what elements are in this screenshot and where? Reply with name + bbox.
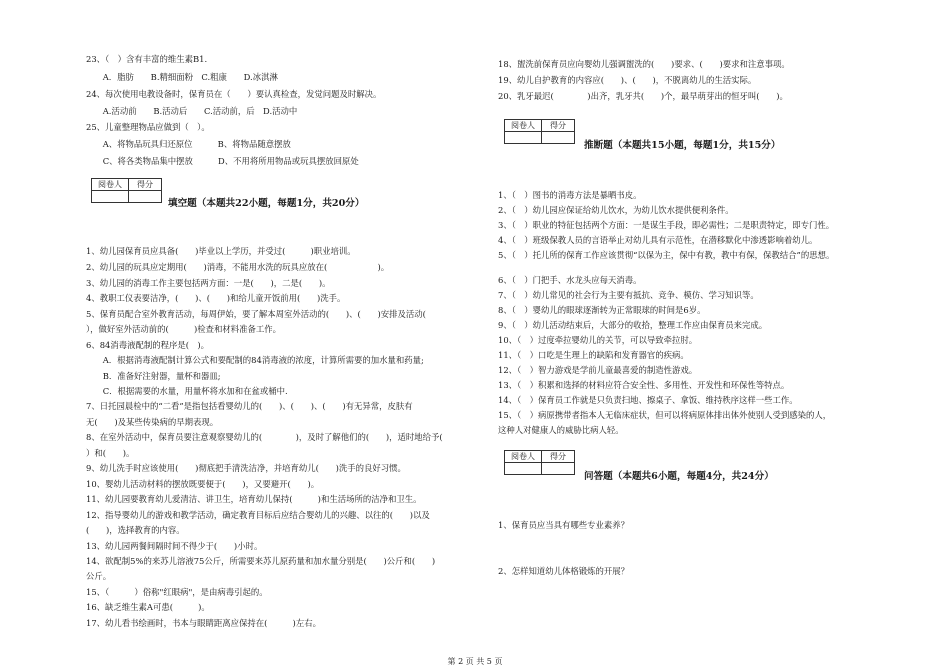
text-line: 14、欲配制5%的来苏儿溶液75公斤，所需要来苏儿原药量和加水量分别是( )公斤和( ) <box>86 556 436 566</box>
text-line: C、将各类物品集中摆放 D、不用将所用物品或玩具摆放回原处 <box>86 156 359 166</box>
score-box <box>91 178 162 203</box>
text-line: 4、教职工仪表要洁净，( )、( )和给儿童开饭前用( )洗手。 <box>86 293 346 303</box>
score-box <box>504 119 575 144</box>
text-line: 这种人对健康人的威胁比病人轻。 <box>498 425 624 435</box>
text-line: 1、（ ）图书的消毒方法是暴晒书皮。 <box>498 190 642 200</box>
text-line: 无( )及某些传染病的早期表现。 <box>86 417 219 427</box>
text-line: 2、幼儿园的玩具应定期用( )消毒，不能用水洗的玩具应放在( )。 <box>86 262 390 272</box>
text-line: 4、（ ）班级保教人员的言语举止对幼儿具有示范性，在潜移默化中渗透影响着幼儿。 <box>498 235 818 245</box>
text-line: 15、（ ）病原携带者指本人无临床症状，但可以将病原体排出体外使别人受到感染的人， <box>498 410 832 420</box>
text-line: 3、幼儿园的消毒工作主要包括两方面：一是( )，二是( )。 <box>86 278 331 288</box>
text-line: 5、保育员配合室外教育活动，每周伊始，要了解本周室外活动的( )、( )安排及活动( <box>86 309 426 319</box>
text-line: 17、幼儿看书绘画时，书本与眼睛距离应保持在( )左右。 <box>86 618 321 628</box>
score-header-score: 得分 <box>129 179 162 191</box>
score-header-grader: 阅卷人 <box>92 179 129 191</box>
text-line: ），做好室外活动前的( )检查和材料准备工作。 <box>86 324 281 334</box>
text-line: 8、在室外活动中，保育员要注意观察婴幼儿的( )，及时了解他们的( )，适时地给予( <box>86 432 443 442</box>
text-line: 3、（ ）职业的特征包括两个方面：一是谋生手段，即必需性；二是职责特定，即专门性。 <box>498 220 835 230</box>
text-line: 23、（ ）含有丰富的维生素B1. <box>86 54 208 64</box>
text-line: 13、（ ）积累和选择的材料应符合安全性、多用性、开发性和环保性等特点。 <box>498 380 790 390</box>
text-line: A．脂肪 B.精细面粉 C.粗康 D.冰淇淋 <box>86 72 278 82</box>
text-line: 19、幼儿自护教育的内容应( )、( )，不脱离幼儿的生活实际。 <box>498 75 757 85</box>
text-line: A、将物品玩具归还原位 B、将物品随意摆放 <box>86 139 291 149</box>
text-line: 12、（ ）智力游戏是学前儿童最喜爱的制造性游戏。 <box>498 365 698 375</box>
text-line: 7、（ ）幼儿常见的社会行为主要有抵抗、竞争、模仿、学习知识等。 <box>498 290 759 300</box>
text-line: 5、（ ）托儿所的保育工作应该贯彻“以保为主，保中有教，教中有保，保教结合”的思想。 <box>498 250 835 260</box>
text-line: 15、（ ）俗称"红眼病"，是由病毒引起的。 <box>86 587 268 597</box>
text-line: ( )，选择教育的内容。 <box>86 525 185 535</box>
text-line: 9、（ ）幼儿活动结束后，大部分的收拾，整理工作应由保育员来完成。 <box>498 320 768 330</box>
text-line: 11、（ ）口吃是生理上的缺陷和发育器官的疾病。 <box>498 350 689 360</box>
score-header-score: 得分 <box>542 451 575 463</box>
text-line: C．根据需要的水量，用量杯将水加和在盆或桶中. <box>86 386 288 396</box>
score-header-score: 得分 <box>542 120 575 132</box>
text-line: 6、84消毒液配制的程序是( )。 <box>86 340 210 350</box>
score-header-grader: 阅卷人 <box>505 451 542 463</box>
section-title: 填空题（本题共22小题，每题1分，共20分） <box>168 198 365 209</box>
text-line: 25、儿童整理物品应做到（ ）。 <box>86 122 210 132</box>
text-line: 16、缺乏维生素A可患( )。 <box>86 602 210 612</box>
text-line: 24、每次使用电教设备时，保育员在（ ）要认真检查，发觉问题及时解决。 <box>86 89 382 99</box>
text-line: 10、（ ）过度牵拉婴幼儿的关节，可以导致牵拉肘。 <box>498 335 698 345</box>
text-line: A．根据消毒液配制计算公式和要配制的84消毒液的浓度，计算所需要的加水量和药量; <box>86 355 424 365</box>
page-number: 第 2 页 共 5 页 <box>447 657 503 666</box>
text-line: B．准备好注射器，量杯和器皿; <box>86 371 221 381</box>
text-line: 20、乳牙最迟( )出齐，乳牙共( )个，最早萌芽出的恒牙叫( )。 <box>498 91 788 101</box>
score-header-grader: 阅卷人 <box>505 120 542 132</box>
text-line: 13、幼儿园两餐间隔时间不得少于( )小时。 <box>86 541 263 551</box>
text-line: 1、保育员应当具有哪些专业素养？ <box>498 520 629 530</box>
text-line: 2、（ ）幼儿园应保证给幼儿饮水，为幼儿饮水提供便利条件。 <box>498 205 734 215</box>
score-box <box>504 450 575 475</box>
text-line: ）和( )。 <box>86 448 135 458</box>
text-line: 10、婴幼儿活动材料的摆放既要便于( )，又要避开( )。 <box>86 479 320 489</box>
text-line: 1、幼儿园保育员应具备( )毕业以上学历，并受过( )职业培训。 <box>86 246 356 256</box>
text-line: 14、（ ）保育员工作就是只负责扫地、擦桌子、拿饭、维持秩序这样一些工作。 <box>498 395 798 405</box>
text-line: 7、日托园晨检中的“二看”是指包括看婴幼儿的( )、( )、( )有无异常，皮肤有 <box>86 401 413 411</box>
text-line: 公斤。 <box>86 571 112 581</box>
text-line: 8、（ ）婴幼儿的眼球逐渐转为正常眼球的时间是6岁。 <box>498 305 706 315</box>
text-line: A.活动前 B.活动后 C.活动前，后 D.活动中 <box>86 106 298 116</box>
text-line: 18、盥洗前保育员应向婴幼儿强调盥洗的( )要求、( )要求和注意事项。 <box>498 59 790 69</box>
text-line: 6、（ ）门把手、水龙头应每天消毒。 <box>498 275 642 285</box>
text-line: 11、幼儿园要教育幼儿爱清洁、讲卫生，培育幼儿保持( )和生活场所的洁净和卫生。 <box>86 494 422 504</box>
text-line: 12、指导婴幼儿的游戏和教学活动，确定教育目标后应结合婴幼儿的兴趣、以往的( )以及 <box>86 510 430 520</box>
text-line: 2、怎样知道幼儿体格锻炼的开展？ <box>498 566 629 576</box>
text-line: 9、幼儿洗手时应该使用( )彻底把手清洗洁净，并培育幼儿( )洗手的良好习惯。 <box>86 463 406 473</box>
section-title: 问答题（本题共6小题，每题4分，共24分） <box>584 471 774 482</box>
section-title: 推断题（本题共15小题，每题1分，共15分） <box>584 140 781 151</box>
